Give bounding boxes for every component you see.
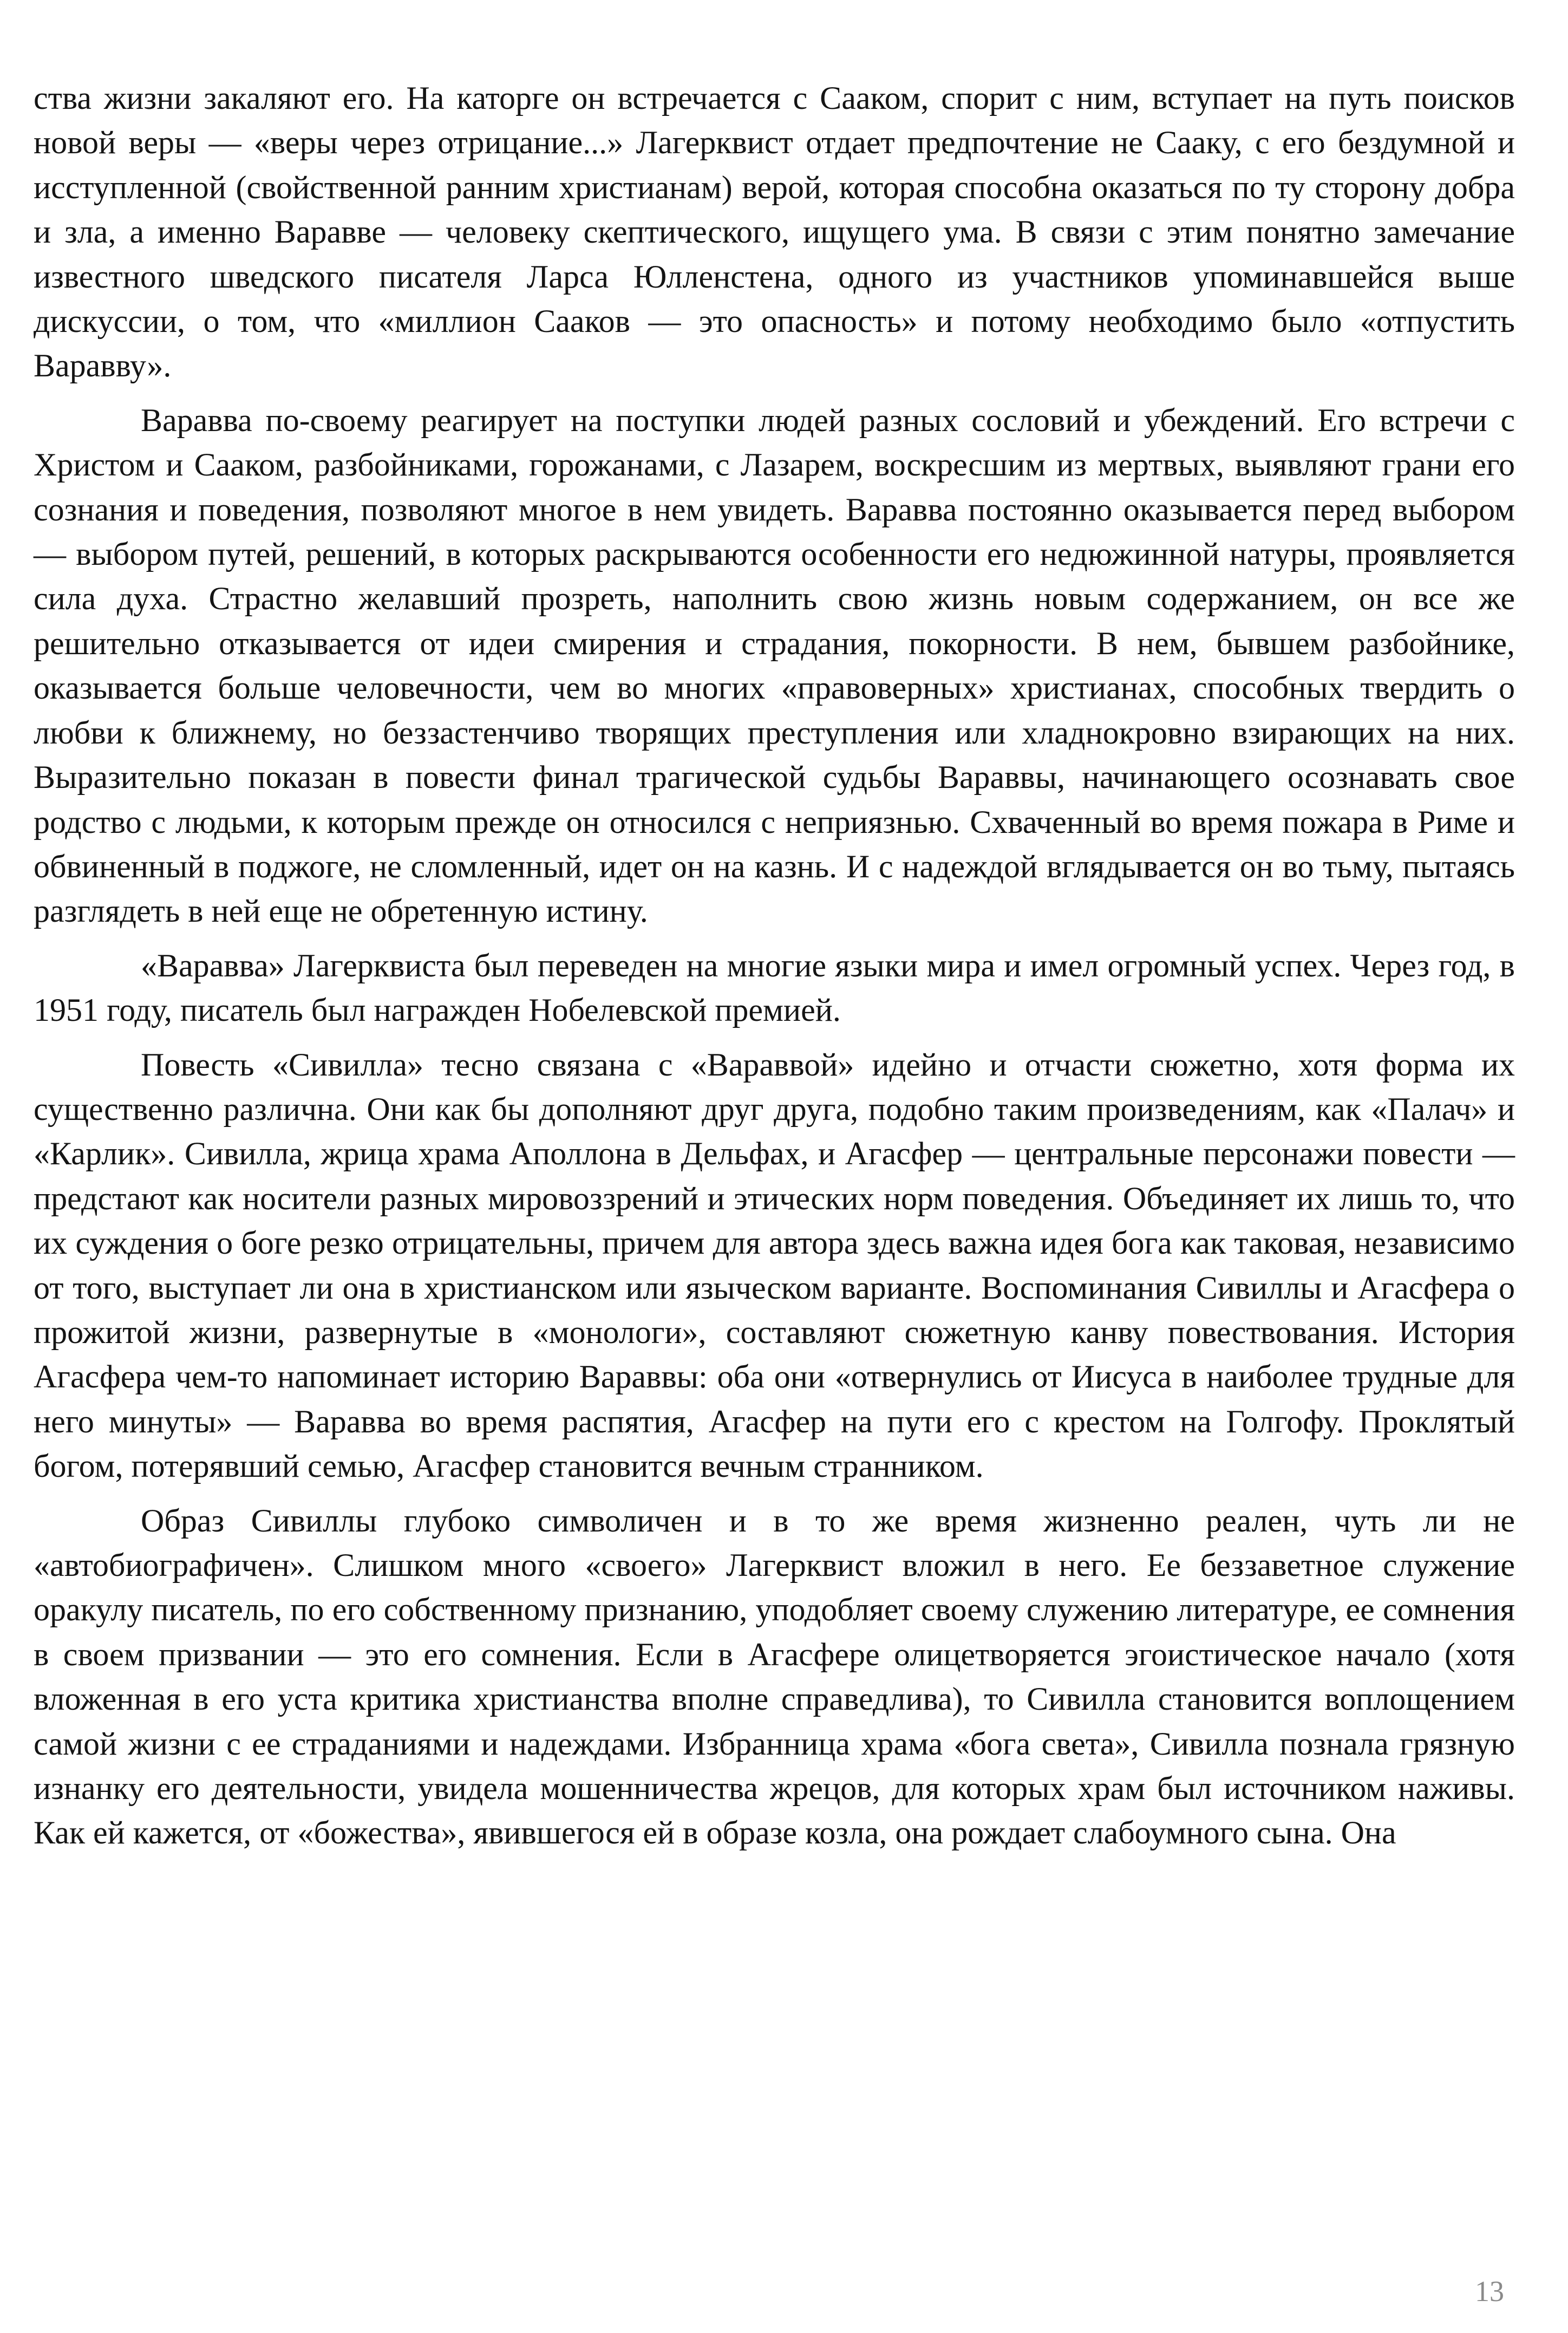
paragraph-1: ства жизни закаляют его. На каторге он встречается с Сааком, спорит с ним, вступает на путь поисков новой веры — «веры через отрицание...» Лагерквист отдает предпочтение не Сааку, с его бездумной и исступленной (свойственной ранним христианам) верой, которая способна оказаться по ту сторону добра и зла, а именно Варавве — человеку скептического, ищущего ума. В связи с этим понятно замечание известного шведского писателя Ларса Юлленстена, одного из участников упоминавшейся выше дискуссии, о том, что «миллион Сааков — это опасность» и потому необходимо было «отпустить Варавву». xyxy=(34,80,1515,384)
page-body xyxy=(34,76,1515,1855)
paragraph-3: «Варавва» Лагерквиста был переведен на многие языки мира и имел огромный успех. Через год, в 1951 году, писатель был награжден Нобелевской премией. xyxy=(34,947,1515,1028)
page-number: 13 xyxy=(1475,2275,1504,2308)
paragraph-5: Образ Сивиллы глубоко символичен и в то же время жизненно реален, чуть ли не «автобиографичен». Слишком много «своего» Лагерквист вложил в него. Ее беззаветное служение оракулу писатель, по его собственному признанию, уподобляет своему служению литературе, ее сомнения в своем призвании — это его сомнения. Если в Агасфере олицетворяется эгоистическое начало (хотя вложенная в его уста критика христианства вполне справедлива), то Сивилла становится воплощением самой жизни с ее страданиями и надеждами. Избранница храма «бога света», Сивилла познала грязную изнанку его деятельности, увидела мошенничества жрецов, для которых храм был источником наживы. Как ей кажется, от «божества», явившегося ей в образе козла, она рождает слабоумного сына. Она xyxy=(34,1502,1515,1851)
paragraph-4: Повесть «Сивилла» тесно связана с «Вараввой» идейно и отчасти сюжетно, хотя форма их существенно различна. Они как бы дополняют друг друга, подобно таким произведениям, как «Палач» и «Карлик». Сивилла, жрица храма Аполлона в Дельфах, и Агасфер — центральные персонажи повести — предстают как носители разных мировоззрений и этических норм поведения. Объединяет их лишь то, что их суждения о боге резко отрицательны, причем для автора здесь важна идея бога как таковая, независимо от того, выступает ли она в христианском или языческом варианте. Воспоминания Сивиллы и Агасфера о прожитой жизни, развернутые в «монологи», составляют сюжетную канву повествования. История Агасфера чем-то напоминает историю Вараввы: оба они «отвернулись от Иисуса в наиболее трудные для него минуты» — Варавва во время распятия, Агасфер на пути его с крестом на Голгофу. Проклятый богом, потерявший семью, Агасфер становится вечным странником. xyxy=(34,1046,1515,1484)
paragraph-2: Варавва по-своему реагирует на поступки людей разных сословий и убеждений. Его встречи с Христом и Сааком, разбойниками, горожанами, с Лазарем, воскресшим из мертвых, выявляют грани его сознания и поведения, позволяют многое в нем увидеть. Варавва постоянно оказывается перед выбором — выбором путей, решений, в которых раскрываются особенности его недюжинной натуры, проявляется сила духа. Страстно желавший прозреть, наполнить свою жизнь новым содержанием, он все же решительно отказывается от идеи смирения и страдания, покорности. В нем, бывшем разбойнике, оказывается больше человечности, чем во многих «правоверных» христианах, способных твердить о любви к ближнему, но беззастенчиво творящих преступления или хладнокровно взирающих на них. Выразительно показан в повести финал трагической судьбы Вараввы, начинающего осознавать свое родство с людьми, к которым прежде он относился с неприязнью. Схваченный во время пожара в Риме и обвиненный в поджоге, не сломленный, идет он на казнь. И с надеждой вглядывается он во тьму, пытаясь разглядеть в ней еще не обретенную истину. xyxy=(34,402,1515,929)
